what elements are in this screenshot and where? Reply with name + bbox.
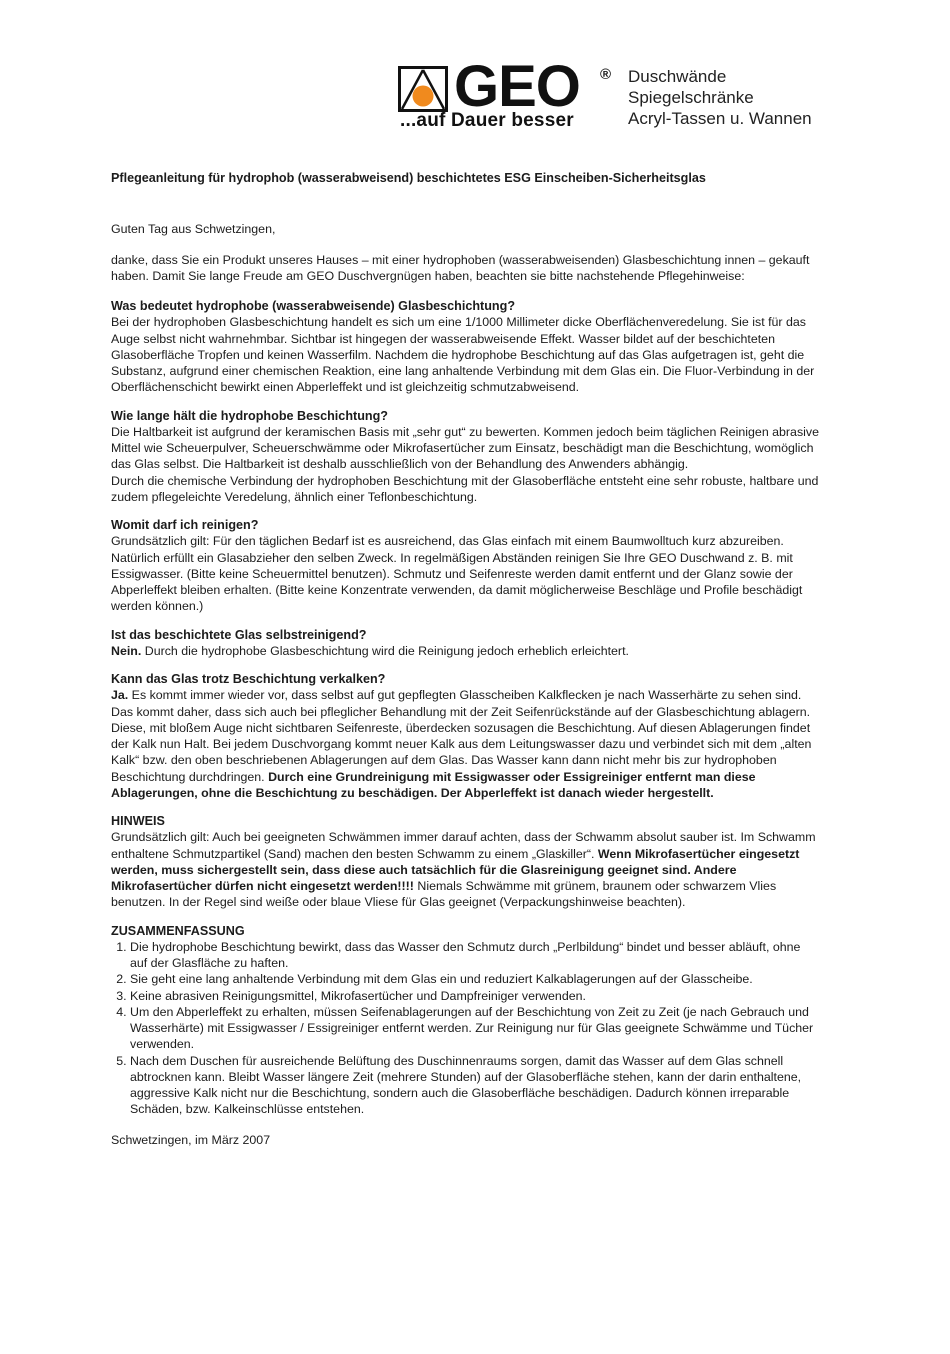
section-text	[111, 643, 821, 659]
answer-lead: Ja.	[111, 688, 129, 703]
section-text	[111, 829, 821, 910]
section-text: Durch die chemische Verbindung der hydrophoben Beschichtung mit der Glasoberfläche entsteht eine sehr robuste, haltbare und zudem pflegeleichte Veredelung, ähnlich einer Teflonbeschichtung.	[111, 473, 819, 504]
logo-wordmark: GEO	[454, 54, 580, 119]
intro-paragraph: danke, dass Sie ein Produkt unseres Hauses – mit einer hydrophoben (wasserabweisenden) Glasbeschichtung innen – gekauft haben. Damit Sie lange Freude am GEO Duschvergnügen haben, beachten sie bitte nachstehende Pflegehinweise:	[111, 252, 810, 283]
section-text: Grundsätzlich gilt: Für den täglichen Bedarf ist es ausreichend, das Glas einfach mit einem Baumwolltuch kurz abzureiben. Natürlich erfüllt ein Glasabzieher den selben Zweck. In regelmäßigen Abständen reinigen Sie Ihre GEO Duschwand z. B. mit Essigwasser. (Bitte keine Scheuermittel benutzen). Schmutz und Seifenreste werden damit entfernt und der Glanz sowie der Abperleffekt bleiben erhalten. (Bitte keine Konzentrate verwenden, da damit möglicherweise Beschläge und Profile beschädigt werden können.)	[111, 534, 803, 614]
section-limescale	[111, 671, 821, 801]
section-text: Bei der hydrophoben Glasbeschichtung handelt es sich um eine 1/1000 Millimeter dicke Oberflächenveredelung. Sie ist für das Auge selbst nicht wahrnehmbar. Sichtbar ist hingegen der wasserabweisende Effekt. Wasser bildet auf der beschichteten Glasoberfläche Tropfen und keinen Wasserfilm. Nachdem die hydrophobe Beschichtung auf das Glas aufgetragen ist, geht die Substanz, aufgrund einer chemischen Reaktion, eine lang anhaltende Verbindung mit dem Glas ein. Die Fluor-Verbindung in der Oberflächenschicht bewirkt einen Abperleffekt und ist gleichzeitig schmutzabweisend.	[111, 315, 815, 395]
list-item: 1. Die hydrophobe Beschichtung bewirkt, dass das Wasser den Schmutz durch „Perlbildung“ bindet und besser abläuft, ohne auf der Glasfläche zu haften.	[130, 939, 821, 972]
letterhead	[398, 54, 838, 132]
list-item: 2. Sie geht eine lang anhaltende Verbindung mit dem Glas ein und reduziert Kalkablagerungen auf der Glasscheibe.	[130, 971, 821, 987]
section-text: Die Haltbarkeit ist aufgrund der keramischen Basis mit „sehr gut“ zu bewerten. Kommen jedoch beim täglichen Reinigen abrasive Mittel wie Scheuerpulver, Scheuerschwämme oder Mikrofasertücher zum Einsatz, beschädigt man die Beschichtung, womöglich das Glas selbst. Die Haltbarkeit ist deshalb ausschließlich von der Behandlung des Anwenders abhängig.	[111, 424, 819, 472]
list-item: 4. Um den Abperleffekt zu erhalten, müssen Seifenablagerungen auf der Beschichtung von Zeit zu Zeit (je nach Gebrauch und Wasserhärte) mit Essigwasser / Essigreiniger entfernt werden. Zur Reinigung nur für Glas geeignete Schwämme und Tücher verwenden.	[130, 1004, 821, 1053]
section-heading: ZUSAMMENFASSUNG	[111, 923, 245, 938]
section-self-cleaning	[111, 627, 821, 660]
document-body	[111, 170, 821, 1160]
product-item: Spiegelschränke	[628, 88, 754, 107]
product-item: Duschwände	[628, 67, 727, 86]
summary-list	[111, 939, 821, 1118]
notice-tail: Niemals Schwämme mit grünem, braunem oder schwarzem Vlies benutzen. In der Regel sind weiße oder blaue Vliese für Glas geeignet (Verpackungshinweise beachten).	[111, 879, 777, 910]
product-list	[628, 66, 812, 129]
bold-text: Wenn Mikrofasertücher eingesetzt werden, muss sichergestellt sein, dass diese auch tatsächlich für die Glasreinigung geeignet sind. Andere Mikrofasertücher dürfen nicht eingesetzt werden!!!!	[111, 846, 800, 893]
list-item: 5. Nach dem Duschen für ausreichende Belüftung des Duschinnenraums sorgen, damit das Wasser auf dem Glas schnell abtrocknen kann. Bleibt Wasser längere Zeit (mehrere Stunden) auf der Glasoberfläche stehen, kann der darin enthaltene, aggressive Kalk nicht nur die Beschichtung, sondern auch die Glasoberfläche beschädigen. Dadurch können irreparable Schäden, bzw. Kalkeinschlüsse entstehen.	[130, 1053, 821, 1118]
logo-tagline: ...auf Dauer besser	[400, 110, 574, 131]
closing-line: Schwetzingen, im März 2007	[111, 1132, 271, 1147]
section-heading: Womit darf ich reinigen?	[111, 518, 259, 532]
section-what-is	[111, 298, 821, 396]
product-item: Acryl-Tassen u. Wannen	[628, 109, 812, 128]
section-summary	[111, 923, 821, 1118]
answer-text: Durch die hydrophobe Glasbeschichtung wird die Reinigung jedoch erheblich erleichtert.	[141, 643, 629, 658]
registered-mark: ®	[600, 66, 612, 83]
bold-text: Durch eine Grundreinigung mit Essigwasser oder Essigreiniger entfernt man diese Ablagerungen, ohne die Beschichtung zu beschädigen. Der Abperleffekt ist danach wieder hergestellt.	[111, 769, 756, 800]
section-cleaning	[111, 517, 821, 615]
section-heading: HINWEIS	[111, 814, 165, 828]
answer-lead: Nein.	[111, 643, 142, 658]
list-item: 3. Keine abrasiven Reinigungsmittel, Mikrofasertücher und Dampfreiniger verwenden.	[130, 988, 821, 1004]
section-notice	[111, 813, 821, 911]
section-text	[111, 687, 821, 801]
document-title: Pflegeanleitung für hydrophob (wasserabweisend) beschichtetes ESG Einscheiben-Sicherheitsglas	[111, 171, 706, 185]
section-heading: Kann das Glas trotz Beschichtung verkalken?	[111, 672, 386, 686]
geo-logo-icon	[398, 66, 448, 112]
section-heading: Was bedeutet hydrophobe (wasserabweisende) Glasbeschichtung?	[111, 299, 516, 313]
answer-text: Es kommt immer wieder vor, dass selbst auf gut gepflegten Glasscheiben Kalkflecken je nach Wasserhärte zu sehen sind. Das kommt daher, dass sich auch bei pfleglicher Behandlung mit der Zeit Seifenrückstände auf der Glasbeschichtung ablagern. Diese, mit bloßem Auge nicht sichtbaren Seifenreste, überdecken sozusagen die Beschichtung. Auf diesen Ablagerungen findet der Kalk nun Halt. Bei jedem Duschvorgang kommt neuer Kalk aus dem Leitungswasser dazu und verbindet sich mit dem „alten Kalk“ bzw. den oben beschriebenen Ablagerungen auf dem Glas. Das Wasser kann dann nicht mehr bis zur hydrophoben Beschichtung durchdringen.	[111, 688, 812, 784]
greeting: Guten Tag aus Schwetzingen,	[111, 222, 276, 237]
section-durability	[111, 408, 821, 506]
section-heading: Ist das beschichtete Glas selbstreinigend?	[111, 627, 367, 642]
section-heading: Wie lange hält die hydrophobe Beschichtung?	[111, 408, 388, 423]
notice-text: Grundsätzlich gilt: Auch bei geeigneten Schwämmen immer darauf achten, dass der Schwamm absolut sauber ist. Im Schwamm enthaltene Schmutzpartikel (Sand) machen den besten Schwamm zu einem „Glaskiller“.	[111, 830, 816, 861]
